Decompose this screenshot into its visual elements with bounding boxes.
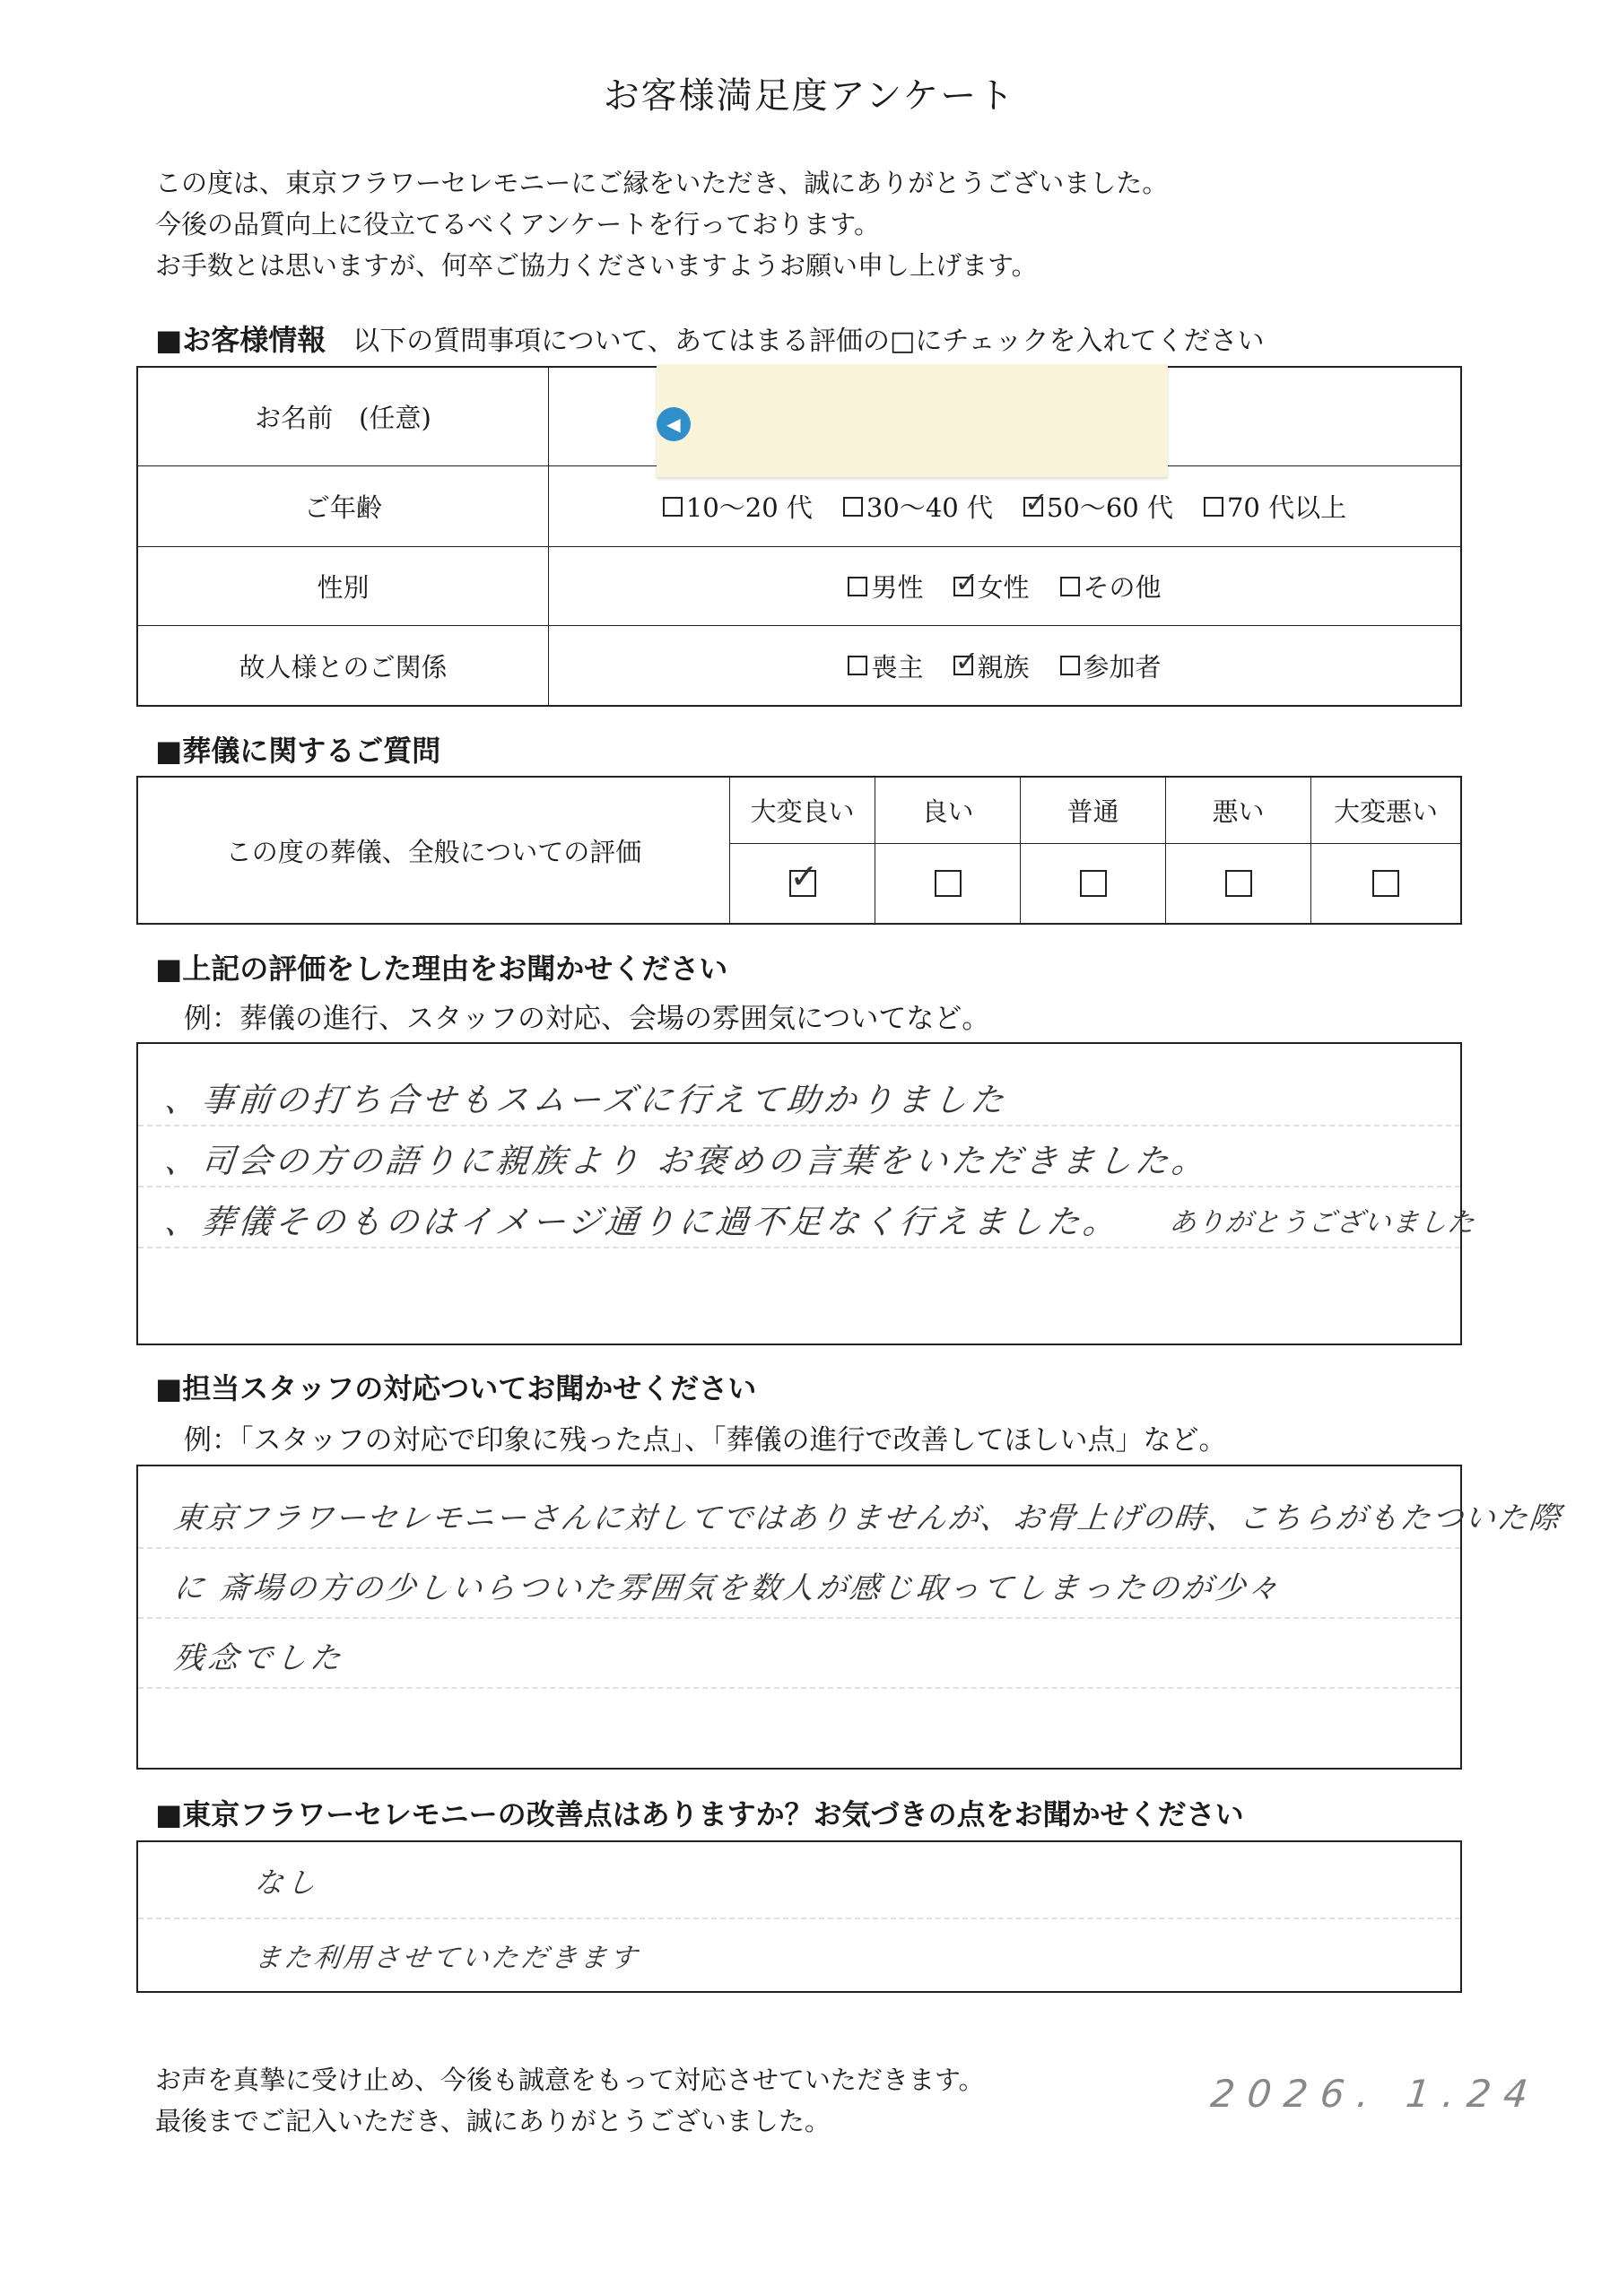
ruled-line — [138, 1617, 1460, 1619]
checkbox[interactable] — [843, 497, 863, 517]
reason-answer-line-3: 、葬儀そのものはイメージ通りに過不足なく行えました。 — [162, 1203, 1122, 1241]
checkbox[interactable] — [848, 656, 867, 675]
age-label: ご年齢 — [138, 466, 549, 547]
age-option-70-plus[interactable]: 70 代以上 — [1204, 488, 1346, 525]
customer-info-table — [136, 366, 1462, 707]
age-option-10-20[interactable]: 10〜20 代 — [663, 488, 813, 525]
rating-header-average: 普通 — [1021, 778, 1166, 844]
age-option-30-40[interactable]: 30〜40 代 — [843, 488, 993, 525]
staff-answer-line-1: 東京フラワーセレモニーさんに対してではありませんが、お骨上げの時、こちらがもたついた際 — [171, 1500, 1564, 1536]
customer-section-heading: ■お客様情報 以下の質問事項について、あてはまる評価の□にチェックを入れてください — [155, 323, 1265, 357]
rating-table — [136, 776, 1462, 925]
improve-answer-line-2: また利用させていただきます — [252, 1943, 641, 1974]
checkbox[interactable] — [1225, 870, 1252, 897]
ruled-line — [138, 1186, 1460, 1187]
ruled-line — [138, 1247, 1460, 1248]
gender-option-female[interactable]: ✓ 女性 — [954, 564, 1030, 603]
rating-cell-very-good[interactable] — [730, 844, 875, 923]
survey-title: お客様満足度アンケート — [603, 75, 1016, 117]
funeral-section-heading: ■葬儀に関するご質問 — [155, 734, 441, 768]
staff-example: 例：「スタッフの対応で印象に残った点」、「葬儀の進行で改善してほしい点」など。 — [184, 1424, 1227, 1457]
rating-header-good: 良い — [875, 778, 1021, 844]
rating-header-very-good: 大変良い — [730, 778, 875, 844]
intro-line-1: この度は、東京フラワーセレモニーにご縁をいただき、誠にありがとうございました。 — [155, 168, 1169, 198]
reason-answer-line-1: 、事前の打ち合せもスムーズに行えて助かりました — [162, 1081, 1010, 1119]
relation-option-chief-mourner[interactable]: 喪主 — [848, 648, 923, 684]
rating-cell-average[interactable] — [1021, 844, 1166, 923]
gender-option-other[interactable]: その他 — [1060, 568, 1162, 604]
checkbox[interactable] — [1080, 870, 1107, 897]
staff-answer-line-2: に 斎場の方の少しいらついた雰囲気を数人が感じ取ってしまったのが少々 — [171, 1570, 1284, 1606]
name-field[interactable] — [549, 368, 1460, 466]
checkbox[interactable] — [1060, 656, 1080, 675]
handwritten-date: 2026. 1.24 — [1208, 2072, 1543, 2116]
rating-header-bad: 悪い — [1166, 778, 1311, 844]
ruled-line — [138, 1125, 1460, 1126]
gender-option-male[interactable]: 男性 — [848, 568, 923, 604]
check-mark-icon: ✓ — [789, 857, 819, 896]
checkbox[interactable] — [848, 577, 867, 596]
rating-cell-very-bad[interactable] — [1311, 844, 1460, 923]
intro-line-3: お手数とは思いますが、何卒ご協力くださいますようお願い申し上げます。 — [155, 250, 1038, 281]
checkbox-checked[interactable] — [1023, 484, 1049, 519]
relation-option-relative[interactable]: ✓ 親族 — [954, 644, 1030, 683]
relation-options — [549, 626, 1460, 705]
relation-option-attendee[interactable]: 参加者 — [1060, 648, 1162, 684]
staff-answer-box[interactable] — [136, 1465, 1564, 1770]
ruled-line — [138, 1687, 1460, 1689]
staff-answer-line-3: 残念でした — [171, 1640, 346, 1676]
name-label: お名前 (任意) — [138, 368, 549, 466]
checkbox[interactable] — [1204, 497, 1223, 517]
intro-line-2: 今後の品質向上に役立てるべくアンケートを行っております。 — [155, 209, 880, 239]
checkbox[interactable] — [1372, 870, 1399, 897]
age-options — [549, 466, 1460, 547]
checkbox-checked[interactable] — [953, 644, 979, 678]
rating-question: この度の葬儀、全般についての評価 — [138, 778, 730, 923]
sticky-note-redaction — [657, 364, 1168, 477]
checkbox[interactable] — [935, 870, 962, 897]
improve-answer-line-1: なし — [252, 1866, 321, 1900]
staff-section-heading: ■担当スタッフの対応ついてお聞かせください — [155, 1371, 757, 1405]
relation-label: 故人様とのご関係 — [138, 626, 549, 705]
closing-line-1: お声を真摯に受け止め、今後も誠意をもって対応させていただきます。 — [155, 2065, 985, 2095]
reason-example: 例：葬儀の進行、スタッフの対応、会場の雰囲気についてなど。 — [184, 1003, 990, 1035]
play-arrow-icon: ◀ — [657, 407, 691, 441]
closing-line-2: 最後までご記入いただき、誠にありがとうございました。 — [155, 2106, 831, 2136]
gender-options — [549, 547, 1460, 626]
check-mark-icon: ✓ — [1023, 484, 1049, 519]
improve-answer-box[interactable] — [136, 1840, 1462, 1993]
gender-label: 性別 — [138, 547, 549, 626]
improve-section-heading: ■東京フラワーセレモニーの改善点はありますか？お気づきの点をお聞かせください — [155, 1797, 1244, 1831]
rating-cell-good[interactable] — [875, 844, 1021, 923]
reason-section-heading: ■上記の評価をした理由をお聞かせください — [155, 952, 728, 986]
check-mark-icon: ✓ — [954, 644, 979, 678]
ruled-line — [138, 1918, 1460, 1919]
rating-header-very-bad: 大変悪い — [1311, 778, 1460, 844]
checkbox[interactable] — [663, 497, 683, 517]
ruled-line — [138, 1547, 1460, 1549]
age-option-50-60[interactable]: ✓ 50〜60 代 — [1023, 484, 1173, 523]
reason-answer-line-2: 、司会の方の語りに親族より お褒めの言葉をいただきました。 — [162, 1142, 1211, 1180]
reason-answer-box[interactable] — [136, 1042, 1477, 1345]
checkbox-checked[interactable] — [953, 564, 979, 599]
rating-cell-bad[interactable] — [1166, 844, 1311, 923]
checkbox-checked[interactable] — [789, 857, 819, 897]
reason-answer-line-4: ありがとうございました — [1167, 1207, 1477, 1239]
check-mark-icon: ✓ — [954, 564, 979, 599]
checkbox[interactable] — [1060, 577, 1080, 596]
